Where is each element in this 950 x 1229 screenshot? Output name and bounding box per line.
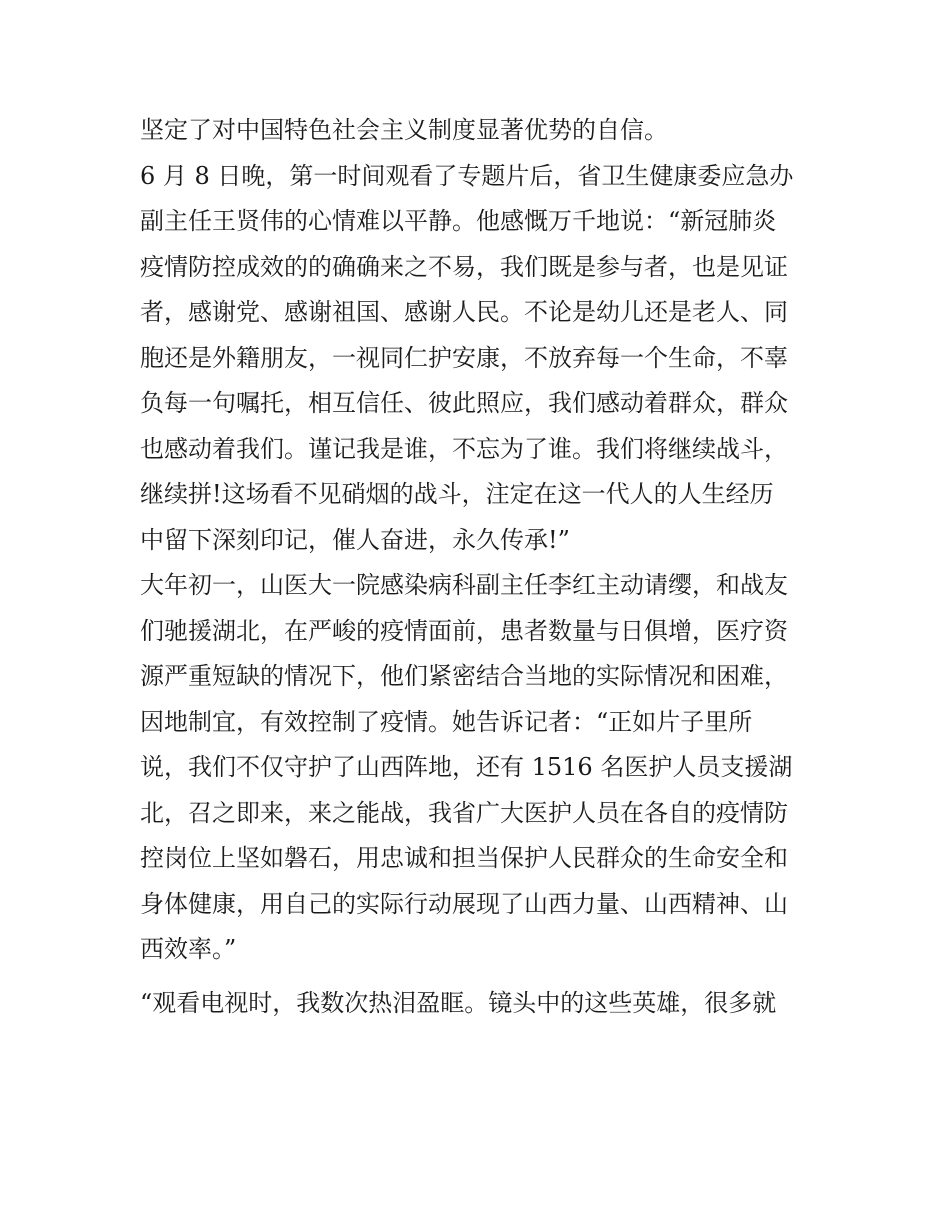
text-line: 因地制宜，有效控制了疫情。她告诉记者：“正如片子里所 — [140, 707, 753, 736]
text-line: 6 月 8 日晚，第一时间观看了专题片后，省卫生健康委应急办 — [140, 161, 794, 190]
text-line: 也感动着我们。谨记我是谁，不忘为了谁。我们将继续战斗， — [140, 434, 788, 463]
text-line: 继续拼!这场看不见硝烟的战斗，注定在这一代人的人生经历 — [140, 480, 774, 508]
text-line: 北，召之即来，来之能战，我省广大医护人员在各自的疫情防 — [140, 798, 788, 827]
text-line: 大年初一，山医大一院感染病科副主任李红主动请缨，和战友 — [140, 571, 788, 599]
text-line: “观看电视时，我数次热泪盈眶。镜头中的这些英雄，很多就 — [140, 988, 777, 1017]
article-body — [140, 108, 820, 1026]
text-line: 疫情防控成效的的确确来之不易，我们既是参与者，也是见证 — [140, 252, 788, 281]
text-line: 中留下深刻印记，催人奋进，永久传承!” — [140, 525, 570, 554]
text-line: 控岗位上坚如磐石，用忠诚和担当保护人民群众的生命安全和 — [140, 844, 788, 872]
text-line: 源严重短缺的情况下，他们紧密结合当地的实际情况和困难， — [140, 662, 788, 690]
text-line: 们驰援湖北，在严峻的疫情面前，患者数量与日俱增，医疗资 — [140, 616, 788, 645]
text-line: 身体健康，用自己的实际行动展现了山西力量、山西精神、山 — [140, 889, 788, 918]
text-line: 说，我们不仅守护了山西阵地，还有 1516 名医护人员支援湖 — [140, 753, 793, 781]
text-line: 者，感谢党、感谢祖国、感谢人民。不论是幼儿还是老人、同 — [140, 298, 788, 326]
text-line: 西效率。” — [140, 935, 237, 963]
text-line: 胞还是外籍朋友，一视同仁护安康，不放弃每一个生命，不辜 — [140, 343, 788, 372]
text-line: 负每一句嘱托，相互信任、彼此照应，我们感动着群众，群众 — [140, 389, 788, 417]
text-line: 副主任王贤伟的心情难以平静。他感慨万千地说：“新冠肺炎 — [140, 207, 777, 235]
text-line: 坚定了对中国特色社会主义制度显著优势的自信。 — [140, 116, 668, 144]
